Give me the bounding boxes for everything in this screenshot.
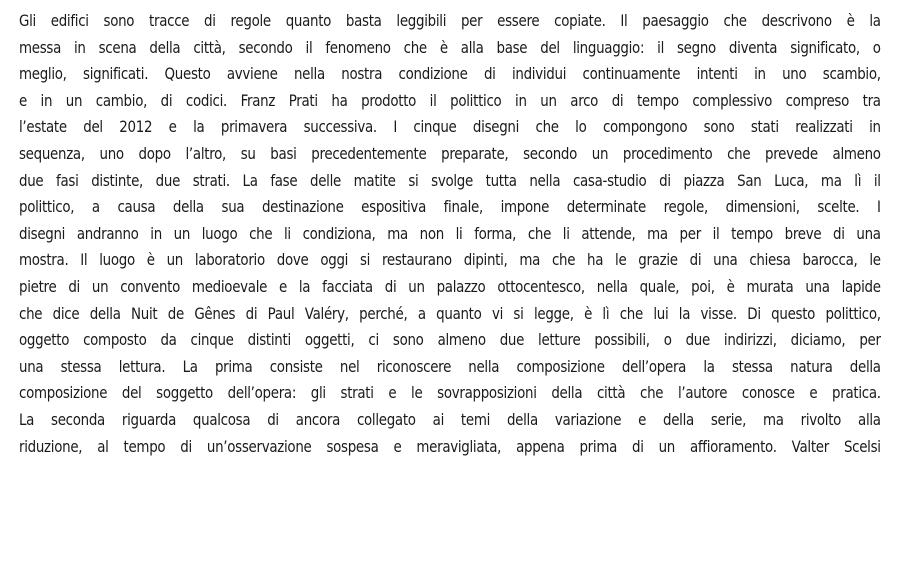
text-line-7: due fasi distinte, due strati. La fase delle matite si svolge tutta nella casa-studio di piazza San Luca, ma lì il: [19, 171, 881, 190]
text-line-1: Gli edifici sono tracce di regole quanto basta leggibili per essere copiate. Il paesaggio che descrivono è la: [19, 12, 881, 30]
text-line-17: riduzione, al tempo di un’osservazione sospesa e meravigliata, appena prima di un affioramento. Valter Scelsi: [19, 437, 881, 456]
text-line-11: pietre di un convento medioevale e la facciata di un palazzo ottocentesco, nella quale, poi, è murata una lapide: [19, 277, 881, 296]
text-line-15: composizione del soggetto dell’opera: gli strati e le sovrapposizioni della città che l’autore conosce e pratica.: [19, 384, 881, 403]
text-line-16: La seconda riguarda qualcosa di ancora collegato ai temi della variazione e della serie, ma rivolto alla: [19, 410, 881, 429]
text-line-2: messa in scena della città, secondo il fenomeno che è alla base del linguaggio: il segno diventa significato, o: [19, 38, 881, 57]
text-line-6: sequenza, uno dopo l’altro, su basi precedentemente preparate, secondo un procedimento che prevede almeno: [19, 144, 881, 163]
body-paragraph: [19, 8, 881, 460]
text-line-9: disegni andranno in un luogo che li condiziona, ma non li forma, che li attende, ma per il tempo breve di una: [19, 224, 881, 243]
text-line-12: che dice della Nuit de Gênes di Paul Valéry, perché, a quanto vi si legge, è lì che lui la visse. Di questo polittico,: [19, 304, 881, 323]
text-line-10: mostra. Il luogo è un laboratorio dove oggi si restaurano dipinti, ma che ha le grazie di una chiesa barocca, le: [19, 251, 881, 270]
text-line-8: polittico, a causa della sua destinazione espositiva finale, impone determinate regole, dimensioni, scelte. I: [19, 198, 881, 217]
text-line-4: e in un cambio, di codici. Franz Prati ha prodotto il polittico in un arco di tempo complessivo compreso tra: [19, 91, 881, 110]
text-line-5: l’estate del 2012 e la primavera successiva. I cinque disegni che lo compongono sono stati realizzati in: [19, 118, 881, 137]
text-line-13: oggetto composto da cinque distinti oggetti, ci sono almeno due letture possibili, o due indirizzi, diciamo, per: [19, 331, 881, 350]
text-line-3: meglio, significati. Questo avviene nella nostra condizione di individui continuamente intenti in uno scambio,: [19, 65, 881, 84]
text-page: [19, 8, 881, 460]
text-line-14: una stessa lettura. La prima consiste nel riconoscere nella composizione dell’opera la stessa natura della: [19, 357, 881, 376]
